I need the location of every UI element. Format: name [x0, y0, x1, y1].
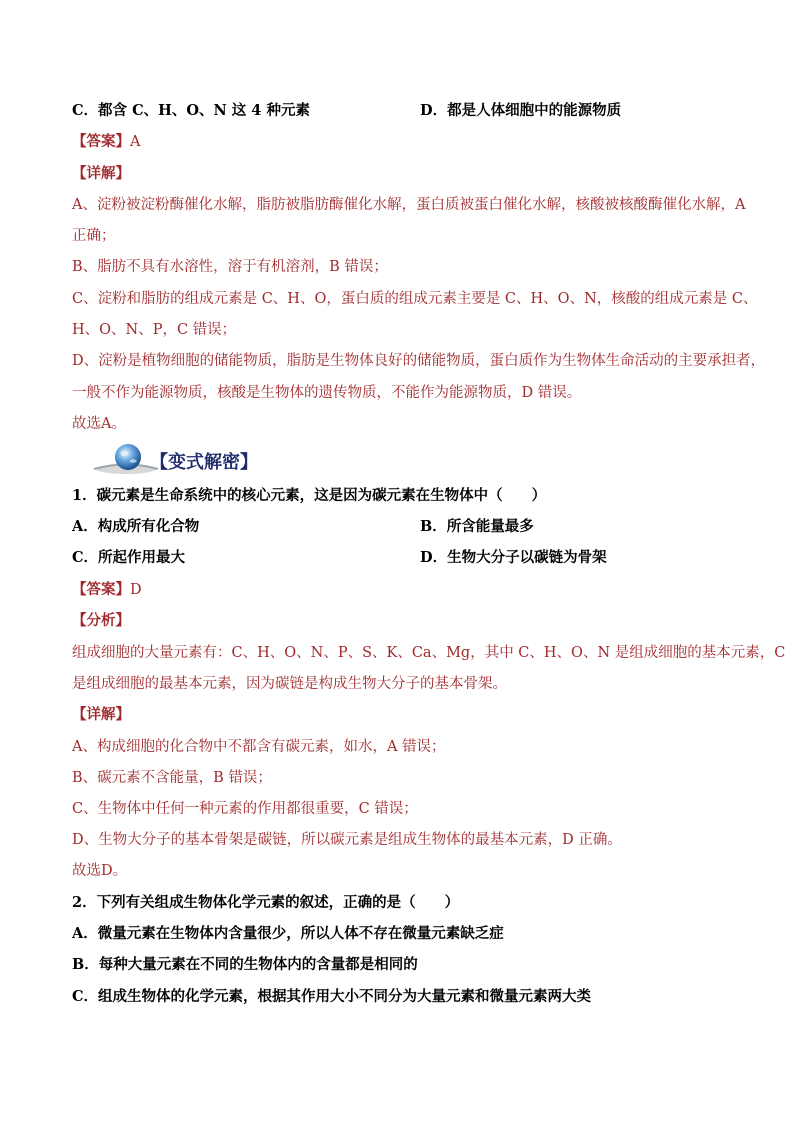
- q0-detail-line: D、淀粉是植物细胞的储能物质，脂肪是生物体良好的储能物质，蛋白质作为生物体生命活动的主要承担者，: [72, 353, 766, 369]
- q0-detail-line: B、脂肪不具有水溶性，溶于有机溶剂，B 错误；: [72, 259, 388, 275]
- q0-option-d: D．都是人体细胞中的能源物质: [420, 102, 622, 119]
- q0-detail-line: 正确；: [72, 228, 116, 244]
- section-banner-title: 【变式解密】: [150, 452, 258, 473]
- q0-detail-line: A、淀粉被淀粉酶催化水解，脂肪被脂肪酶催化水解，蛋白质被蛋白催化水解，核酸被核酸酶催化水解，A: [72, 197, 746, 213]
- q1-answer-value: D: [130, 582, 142, 598]
- q0-detail-line: H、O、N、P，C 错误；: [72, 322, 237, 338]
- q1-conclusion: 故选D。: [72, 863, 128, 879]
- q1-analysis-tag: 【分析】: [72, 612, 130, 629]
- q0-options-row: [72, 101, 732, 121]
- q1-answer-line: [72, 580, 732, 600]
- q1-option-c: C．所起作用最大: [72, 549, 186, 566]
- q0-detail-line: C、淀粉和脂肪的组成元素是 C、H、O，蛋白质的组成元素主要是 C、H、O、N，核酸的组成元素是 C、: [72, 291, 758, 307]
- q1-detail-tag: 【详解】: [72, 706, 130, 723]
- q1-detail-line: B、碳元素不含能量，B 错误；: [72, 770, 272, 786]
- q1-option-b: B．所含能量最多: [420, 518, 534, 535]
- q1-stem: 1．碳元素是生命系统中的核心元素，这是因为碳元素在生物体中（ ）: [72, 487, 547, 504]
- q1-option-d: D．生物大分子以碳链为骨架: [420, 549, 607, 566]
- q1-options-row-1: [72, 517, 732, 537]
- q2-option-c: C．组成生物体的化学元素，根据其作用大小不同分为大量元素和微量元素两大类: [72, 988, 592, 1005]
- q0-answer-tag: 【答案】: [72, 133, 130, 150]
- q2-option-a: A．微量元素在生物体内含量很少，所以人体不存在微量元素缺乏症: [72, 925, 504, 942]
- q1-detail-line: A、构成细胞的化合物中不都含有碳元素，如水，A 错误；: [72, 739, 446, 755]
- q1-answer-tag: 【答案】: [72, 581, 130, 598]
- q2-stem: 2．下列有关组成生物体化学元素的叙述，正确的是（ ）: [72, 894, 460, 911]
- q1-detail-line: C、生物体中任何一种元素的作用都很重要，C 错误；: [72, 801, 418, 817]
- q0-conclusion: 故选A。: [72, 416, 126, 432]
- q0-detail-line: 一般不作为能源物质，核酸是生物体的遗传物质，不能作为能源物质，D 错误。: [72, 385, 582, 401]
- q0-answer-line: [72, 132, 732, 152]
- q1-analysis-line: 是组成细胞的最基本元素，因为碳链是构成生物大分子的基本骨架。: [72, 676, 507, 692]
- q0-option-c: C．都含 C、H、O、N 这 4 种元素: [72, 102, 310, 119]
- q1-analysis-line: 组成细胞的大量元素有：C、H、O、N、P、S、K、Ca、Mg，其中 C、H、O、N 是组成细胞的基本元素，C: [72, 645, 786, 661]
- q0-answer-value: A: [130, 134, 141, 150]
- q1-option-a: A．构成所有化合物: [72, 518, 200, 535]
- q1-detail-line: D、生物大分子的基本骨架是碳链，所以碳元素是组成生物体的最基本元素，D 正确。: [72, 832, 622, 848]
- q0-detail-tag: 【详解】: [72, 165, 130, 182]
- q2-option-b: B．每种大量元素在不同的生物体内的含量都是相同的: [72, 956, 418, 973]
- q1-options-row-2: [72, 548, 732, 568]
- section-banner: [92, 442, 312, 476]
